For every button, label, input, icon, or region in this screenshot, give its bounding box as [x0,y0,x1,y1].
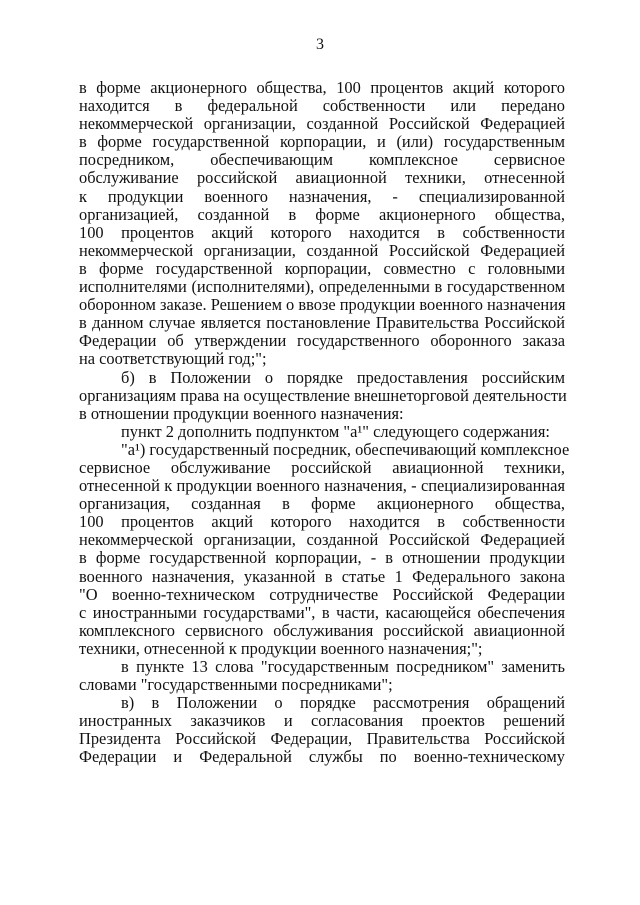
text-line: обслуживание российской авиационной техники, отнесенной [79,168,565,188]
text-line: иностранных заказчиков и согласования проектов решений [79,711,565,731]
text-line: техники, отнесенной к продукции военного назначения;"; [79,638,483,658]
text-line: организациям права на осуществление внешнеторговой деятельности [79,385,567,405]
text-line: некоммерческой организации, созданной Российской Федерацией [79,240,565,260]
text-line: посредником, обеспечивающим комплексное сервисное [79,150,565,170]
text-line: в пункте 13 слова "государственным посредником" заменить [121,657,565,676]
text-line: в форме государственной корпорации, совместно с головными [79,258,565,278]
text-line: комплексного сервисного обслуживания российской авиационной [79,620,565,640]
text-line: в отношении продукции военного назначения: [79,403,404,423]
text-line: военного назначения, указанной в статье 1 Федерального закона [79,566,565,586]
text-line: пункт 2 дополнить подпунктом "а¹" следующего содержания: [121,421,550,441]
text-line: с иностранными государствами", в части, касающейся обеспечения [79,602,565,622]
text-line: организация, созданная в форме акционерного общества, [79,494,565,514]
text-line: некоммерческой организации, созданной Российской Федерацией [79,530,565,550]
paragraph-p4 [79,439,570,658]
text-line: некоммерческой организации, созданной Российской Федерацией [79,114,565,134]
text-line: в форме государственной корпорации, - в отношении продукции [79,548,565,568]
paragraph-p1 [79,79,565,369]
text-line: на соответствующий год;"; [79,349,267,369]
text-line: словами "государственными посредниками"; [79,675,393,695]
text-line: в данном случае является постановление Правительства Российской [79,313,565,333]
text-line: в) в Положении о порядке рассмотрения обращений [121,693,565,713]
text-line: организацией, созданной в форме акционерного общества, [79,204,565,224]
text-line: к продукции военного назначения, - специализированной [79,186,565,206]
paragraph-p5 [79,658,565,694]
text-line: Федерации об утверждении государственного оборонного заказа [79,331,565,351]
text-line: "О военно-техническом сотрудничестве Российской Федерации [79,584,565,604]
page-number: 3 [316,36,324,53]
text-line: Федерации и Федеральной службы по военно-техническому [79,747,565,767]
paragraph-p2 [79,369,565,423]
text-line: 100 процентов акций которого находится в собственности [79,222,565,242]
text-line: 100 процентов акций которого находится в собственности [79,512,565,532]
text-line: б) в Положении о порядке предоставления российским [121,367,565,387]
text-line: исполнителями (исполнителями), определенными в государственном [79,277,565,297]
text-line: находится в федеральной собственности или передано [79,96,565,116]
text-line: отнесенной к продукции военного назначения, - специализированная [79,476,565,496]
text-line: "а¹) государственный посредник, обеспечивающий комплексное [121,439,570,459]
paragraph-p6 [79,694,565,766]
text-line: в форме акционерного общества, 100 процентов акций которого [79,78,565,97]
text-line: оборонном заказе. Решением о ввозе продукции военного назначения [79,295,566,315]
text-line: в форме государственной корпорации, и (или) государственным [79,132,565,152]
text-line: Президента Российской Федерации, Правительства Российской [79,729,565,749]
text-line: сервисное обслуживание российской авиационной техники, [79,457,565,477]
document-body [79,78,570,767]
paragraph-p3 [79,423,565,441]
